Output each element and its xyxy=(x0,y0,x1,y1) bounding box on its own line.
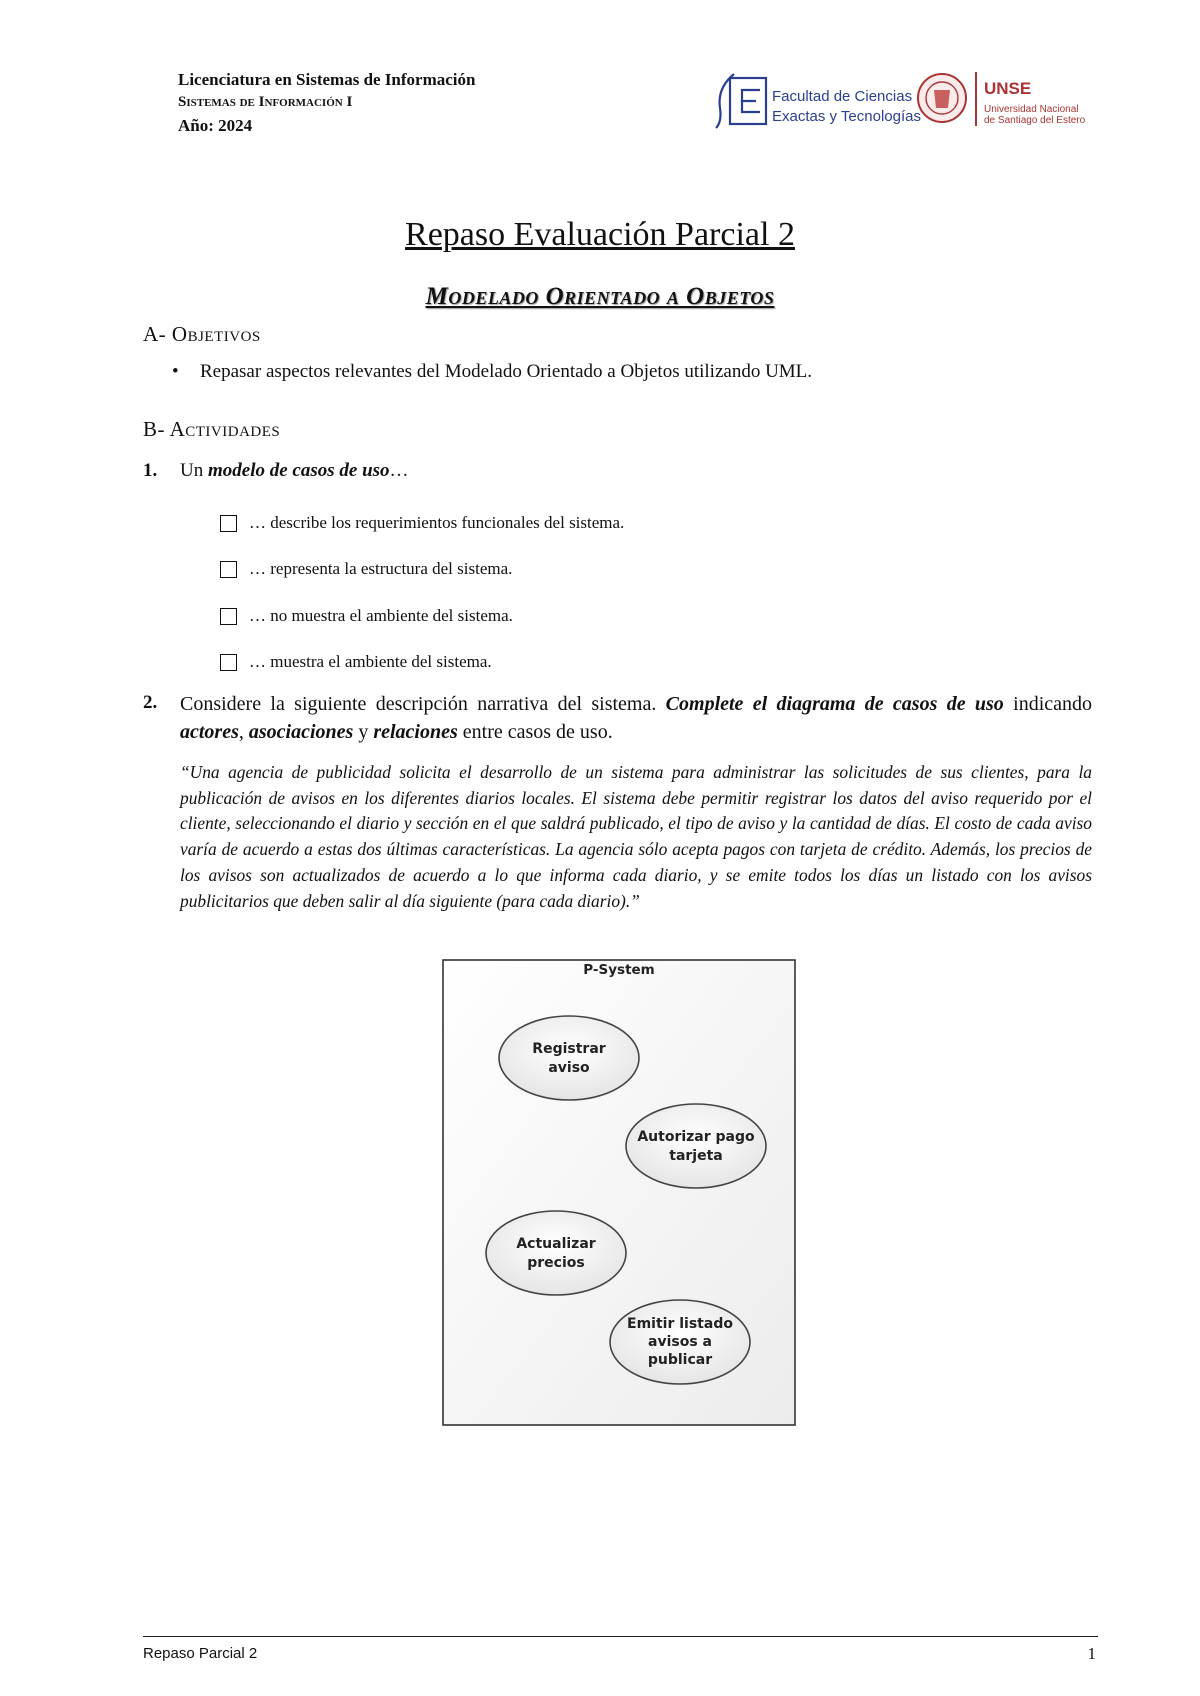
use-case-diagram xyxy=(441,958,797,1427)
question-1-text xyxy=(180,460,409,482)
page-title: Repaso Evaluación Parcial 2 xyxy=(405,216,795,253)
use-case-emitir-listado[interactable] xyxy=(610,1300,750,1384)
q2-text-part: , xyxy=(238,721,249,743)
faculty-logo-icon xyxy=(716,74,766,128)
option-text: … muestra el ambiente del sistema. xyxy=(249,652,492,671)
subject-name: Sistemas de Información I xyxy=(178,94,353,110)
institution-logos xyxy=(712,60,1092,140)
question-1-option[interactable] xyxy=(220,513,624,533)
q2-text-part: indicando xyxy=(1003,693,1093,715)
use-case-line: precios xyxy=(527,1255,585,1271)
program-name: Licenciatura en Sistemas de Información xyxy=(178,70,476,89)
university-short-name: UNSE xyxy=(984,79,1032,98)
use-case-autorizar-pago[interactable] xyxy=(626,1104,766,1188)
use-case-line: Registrar xyxy=(532,1041,606,1057)
system-name: P-System xyxy=(583,962,655,978)
logo-divider xyxy=(975,72,977,126)
checkbox[interactable] xyxy=(220,561,237,578)
university-line1: Universidad Nacional xyxy=(984,104,1079,115)
university-line2: de Santiago del Estero xyxy=(984,115,1086,126)
question-1-option[interactable] xyxy=(220,559,512,579)
question-2-text xyxy=(180,690,1092,746)
use-case-line: Autorizar pago xyxy=(637,1129,755,1145)
section-objectives-heading: A- Objetivos xyxy=(143,322,261,346)
use-case-line: Emitir listado xyxy=(627,1316,733,1332)
q2-emphasis: actores xyxy=(180,721,239,743)
question-2-number: 2. xyxy=(143,692,158,713)
page-number: 1 xyxy=(1087,1644,1096,1663)
university-seal-icon xyxy=(918,74,966,122)
checkbox[interactable] xyxy=(220,608,237,625)
use-case-line: avisos a xyxy=(648,1334,712,1350)
section-activities-heading: B- Actividades xyxy=(143,417,281,441)
question-1-emphasis: modelo de casos de uso xyxy=(207,460,390,481)
q2-text-part: Considere la siguiente descripción narrativa del sistema. xyxy=(180,693,666,715)
use-case-line: tarjeta xyxy=(669,1148,723,1164)
document-header xyxy=(178,68,475,137)
objective-item xyxy=(172,361,812,383)
option-text: … representa la estructura del sistema. xyxy=(249,559,513,578)
question-1-prefix: Un xyxy=(180,460,208,481)
q2-emphasis: relaciones xyxy=(373,721,458,743)
use-case-line: Actualizar xyxy=(516,1236,596,1252)
q2-text-part: entre casos de uso. xyxy=(457,721,613,743)
faculty-logo-line2: Exactas y Tecnologías xyxy=(772,108,921,125)
footer-divider xyxy=(143,1636,1098,1637)
checkbox[interactable] xyxy=(220,654,237,671)
bullet-icon: • xyxy=(172,361,179,382)
option-text: … describe los requerimientos funcionales del sistema. xyxy=(249,513,625,532)
question-1-option[interactable] xyxy=(220,606,513,626)
footer-title: Repaso Parcial 2 xyxy=(143,1645,258,1662)
q2-emphasis: asociaciones xyxy=(248,721,354,743)
option-text: … no muestra el ambiente del sistema. xyxy=(249,606,513,625)
year-label: Año: 2024 xyxy=(178,116,253,135)
use-case-registrar-aviso[interactable] xyxy=(499,1016,639,1100)
system-narrative: “Una agencia de publicidad solicita el desarrollo de un sistema para administrar las solicitudes de sus clientes, para la publicación de avisos en los diferentes diarios locales. El sistema debe permitir registrar los datos del aviso requerido por el cliente, seleccionando el diario y sección en el que saldrá publicado, el tipo de aviso y la cantidad de días. El costo de cada aviso varía de acuerdo a estas dos últimas características. La agencia sólo acepta pagos con tarjeta de crédito. Además, los precios de los avisos son actualizados de acuerdo a lo que informa cada diario, y se emite todos los días un listado con los avisos publicitarios que deben salir al día siguiente (para cada diario).” xyxy=(180,762,1092,911)
question-1-suffix: … xyxy=(389,460,409,481)
question-1-number: 1. xyxy=(143,460,158,481)
objective-text: Repasar aspectos relevantes del Modelado Orientado a Objetos utilizando UML. xyxy=(200,361,813,382)
use-case-line: aviso xyxy=(548,1060,590,1076)
q2-emphasis: Complete el diagrama de casos de uso xyxy=(665,693,1004,715)
faculty-logo-line1: Facultad de Ciencias xyxy=(772,88,913,105)
use-case-actualizar-precios[interactable] xyxy=(486,1211,626,1295)
q2-text-part: y xyxy=(353,721,374,743)
question-1-option[interactable] xyxy=(220,652,492,672)
checkbox[interactable] xyxy=(220,515,237,532)
use-case-line: publicar xyxy=(647,1352,713,1368)
page-subtitle: Modelado Orientado a Objetos xyxy=(425,283,775,310)
